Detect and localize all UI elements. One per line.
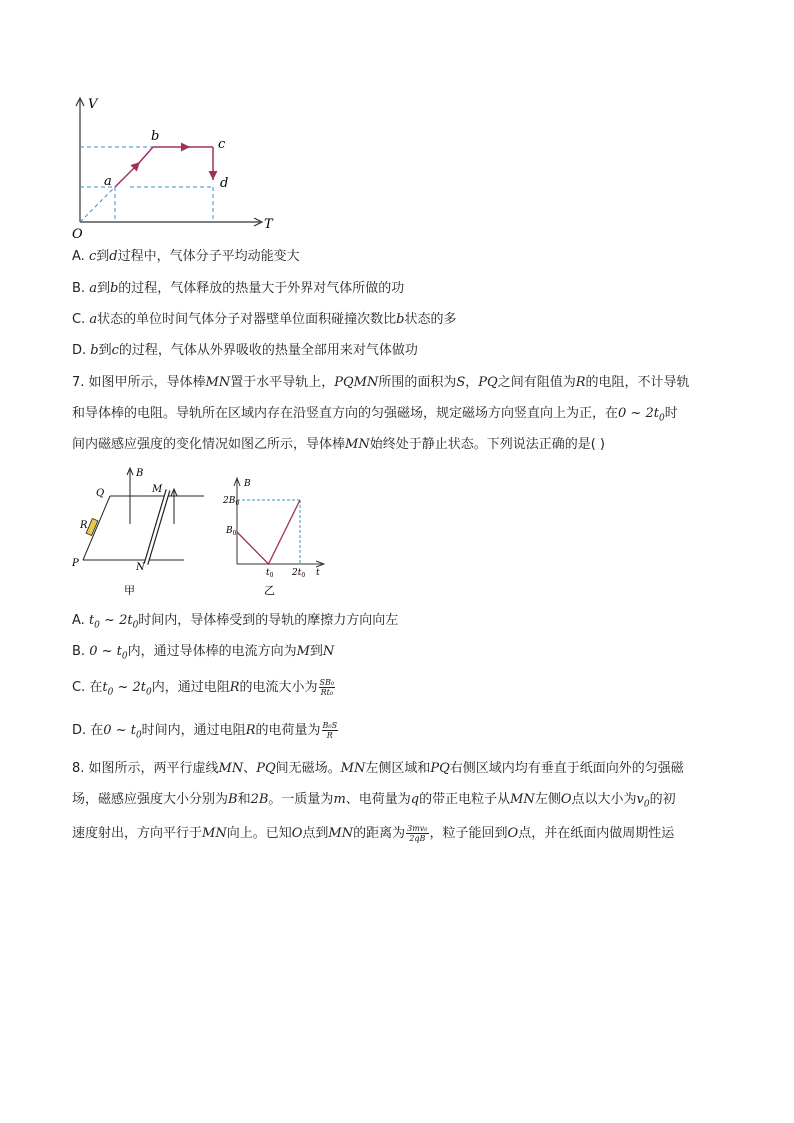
y-axis-label: B	[244, 479, 251, 489]
resistor	[86, 518, 98, 535]
bt-chart-yi	[222, 474, 334, 600]
b-t-line	[237, 500, 300, 564]
tick-2b0: $2B_0$	[223, 496, 240, 507]
q6-option-b: B. a到b的过程，气体释放的热量大于外界对气体所做的功	[72, 281, 405, 296]
tick-2t0: $2t_0$	[292, 568, 306, 579]
tick-b0: $B_0$	[226, 526, 237, 537]
fraction-sb0-rt0: $\frac{\text{SB₀}}{\text{Rt₀}}$	[319, 678, 335, 697]
point-c-label: c	[218, 137, 226, 152]
caption-yi: 乙	[264, 584, 275, 597]
point-d-label: d	[220, 176, 229, 191]
q7-stem-line-1: 7. 如图甲所示，导体棒MN置于水平导轨上，PQMN所围的面积为S，PQ之间有阻值为R的电阻，不计导轨	[72, 375, 690, 390]
circuit-diagram-jia	[68, 466, 218, 600]
segment-ab	[115, 162, 140, 187]
m-label: M	[152, 484, 163, 495]
q8-stem-line-1: 8. 如图所示，两平行虚线MN、PQ间无磁场。MN左侧区域和PQ右侧区域内均有垂直于纸面向外的匀强磁	[72, 761, 684, 776]
q6-option-c: C. a状态的单位时间气体分子对器壁单位面积碰撞次数比b状态的多	[72, 312, 457, 327]
caption-jia: 甲	[124, 584, 135, 597]
q6-option-a: A. c到d过程中，气体分子平均动能变大	[72, 249, 300, 264]
point-b-label: b	[151, 129, 160, 144]
q7-stem-line-2: 和导体棒的电阻。导轨所在区域内存在沿竖直方向的匀强磁场，规定磁场方向竖直向上为正，在0 ~ $2t_0$时	[72, 406, 678, 424]
r-label: R	[80, 520, 88, 531]
q7-option-b: B. 0 ~ $t_0$内，通过导体棒的电流方向为M到N	[72, 644, 335, 662]
t-axis-label: T	[264, 217, 273, 232]
q8-stem-line-2: 场，磁感应强度大小分别为B和2B。一质量为m、电荷量为q的带正电粒子从MN左侧O点以大小为$v_0$的初	[72, 792, 676, 810]
p-label: P	[72, 558, 79, 569]
q7-option-c: C. 在$t_0$ ~ $2t_0$内，通过电阻R的电流大小为 $\frac{\text{SB₀}}{\text{Rt₀}}$	[72, 678, 335, 698]
point-a-label: a	[104, 174, 112, 189]
v-axis-label: V	[88, 97, 98, 112]
q7-stem-line-3: 间内磁感应强度的变化情况如图乙所示，导体棒MN始终处于静止状态。下列说法正确的是( )	[72, 437, 605, 452]
fraction-b0s-r: $\frac{\text{B₀S}}{R}$	[322, 721, 338, 740]
fraction-3mv0-2qb: $\frac{\text{3mv₀}}{2qB}$	[407, 824, 428, 843]
q7-option-d: D. 在0 ~ $t_0$时间内，通过电阻R的电荷量为 $\frac{\text{B₀S}}{R}$	[72, 721, 338, 741]
n-label: N	[136, 562, 145, 573]
vt-diagram	[60, 92, 290, 242]
b-label: B	[136, 468, 144, 479]
q6-option-d: D. b到c的过程，气体从外界吸收的热量全部用来对气体做功	[72, 343, 418, 358]
origin-label: O	[72, 227, 83, 242]
q7-option-a: A. $t_0$ ~ $2t_0$时间内，导体棒受到的导轨的摩擦力方向向左	[72, 613, 399, 631]
x-axis-label: t	[316, 568, 320, 578]
q-label: Q	[96, 488, 105, 499]
q8-stem-line-3: 速度射出，方向平行于MN向上。已知O点到MN的距离为 $\frac{\text{3mv₀}}{2qB}$ ，粒子能回到O点，并在纸面内做周期性运	[72, 824, 675, 843]
tick-t0: $t_0$	[266, 568, 274, 579]
